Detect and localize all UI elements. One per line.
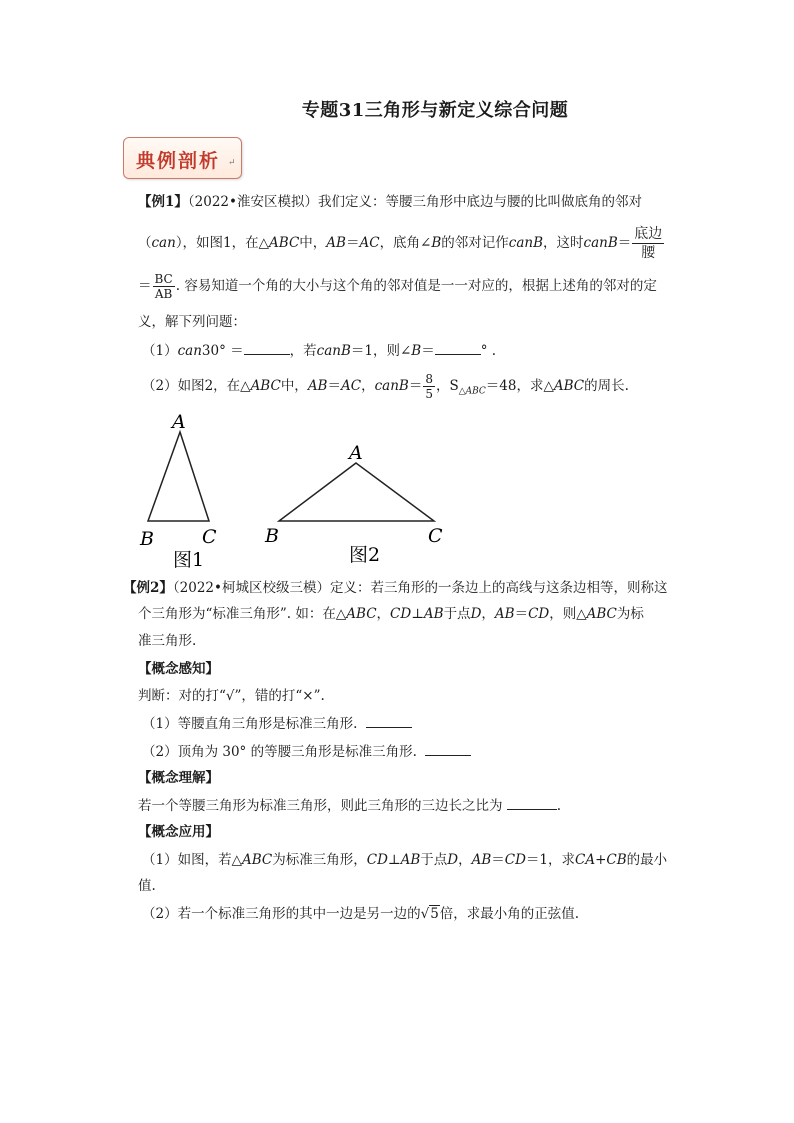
figure1-vertex-c: C bbox=[202, 526, 217, 548]
answer-blank[interactable] bbox=[244, 340, 290, 355]
sqrt-symbol: √5 bbox=[420, 906, 439, 922]
figure2-vertex-a: A bbox=[349, 442, 363, 464]
answer-blank[interactable] bbox=[507, 795, 557, 810]
answer-blank[interactable] bbox=[425, 741, 471, 756]
understanding-question: 若一个等腰三角形为标准三角形，则此三角形的三边长之比为 . bbox=[138, 795, 561, 816]
judge-instruction: 判断：对的打“√”，错的打“×”. bbox=[138, 688, 325, 704]
answer-blank[interactable] bbox=[435, 340, 481, 355]
paragraph-mark-icon: ↵ bbox=[228, 158, 236, 168]
section-concept-perception: 【概念感知】 bbox=[138, 661, 219, 677]
example2-tag: 【例2】 bbox=[123, 580, 173, 596]
example1-line3: ＝ $\frac{BC}{AB}$ . 容易知道一个角的大小与这个角的邻对值是一一对应的，根据上述角的邻对的定 bbox=[138, 272, 657, 301]
banner-label: 典例剖析 bbox=[136, 150, 221, 172]
application-question-1-cont: 值. bbox=[138, 878, 156, 894]
fraction-bc-over-ab: $\frac{BC}{AB}$ bbox=[154, 272, 173, 301]
fraction-base-over-leg: $\frac{\text{底边}}{\text{腰}}$ bbox=[634, 226, 663, 261]
example1-question1: （1）can30° ＝ ，若canB＝1，则∠B＝ ° . bbox=[142, 340, 496, 361]
example1-question2: （2）如图2，在△ABC中，AB＝AC，canB＝ $\frac{8}{5}$ ，$S_{\triangle ABC}=48$，求△ABC的周长. bbox=[142, 372, 629, 401]
figure1-vertex-a: A bbox=[172, 411, 186, 433]
application-question-2: （2）若一个标准三角形的其中一边是另一边的√5倍，求最小角的正弦值. bbox=[142, 906, 580, 922]
figure1-caption: 图1 bbox=[173, 549, 205, 571]
example1-line1: 【例1】（2022•淮安区模拟）我们定义：等腰三角形中底边与腰的比叫做底角的邻对 bbox=[138, 194, 642, 210]
fraction-eight-fifths: $\frac{8}{5}$ bbox=[425, 372, 433, 401]
example1-line4: 义，解下列问题： bbox=[138, 314, 246, 330]
application-question-1: （1）如图，若△ABC为标准三角形，CD⊥AB于点D，AB＝CD＝1，求CA+CB的最小 bbox=[142, 852, 668, 868]
figure2-vertex-c: C bbox=[428, 525, 443, 547]
section-banner bbox=[123, 137, 242, 179]
example1-line2: （can），如图1，在△ABC中，AB＝AC，底角∠B的邻对记作canB，这时canB＝ $\frac{\text{底边}}{\text{腰}}$ bbox=[138, 226, 663, 261]
figure1-triangle bbox=[148, 432, 209, 521]
example2-line2: 个三角形为“标准三角形”. 如：在△ABC，CD⊥AB于点D，AB＝CD，则△ABC为标 bbox=[138, 606, 644, 622]
example1-tag: 【例1】 bbox=[138, 194, 188, 210]
figure2-triangle bbox=[279, 463, 434, 521]
figure2-vertex-b: B bbox=[265, 525, 279, 547]
judge-item-2: （2）顶角为 30° 的等腰三角形是标准三角形. bbox=[142, 741, 471, 762]
answer-blank[interactable] bbox=[366, 713, 412, 728]
section-concept-understanding: 【概念理解】 bbox=[138, 770, 219, 786]
figure1-vertex-b: B bbox=[140, 528, 154, 550]
triangle-figures bbox=[135, 405, 455, 575]
example2-line1: 【例2】（2022•柯城区校级三模）定义：若三角形的一条边上的高线与这条边相等，则称这 bbox=[123, 580, 668, 596]
section-concept-application: 【概念应用】 bbox=[138, 824, 219, 840]
judge-item-1: （1）等腰直角三角形是标准三角形. bbox=[142, 713, 412, 734]
example2-line3: 准三角形. bbox=[138, 633, 197, 649]
page-title: 专题31三角形与新定义综合问题 bbox=[301, 100, 569, 121]
figure2-caption: 图2 bbox=[349, 544, 381, 566]
